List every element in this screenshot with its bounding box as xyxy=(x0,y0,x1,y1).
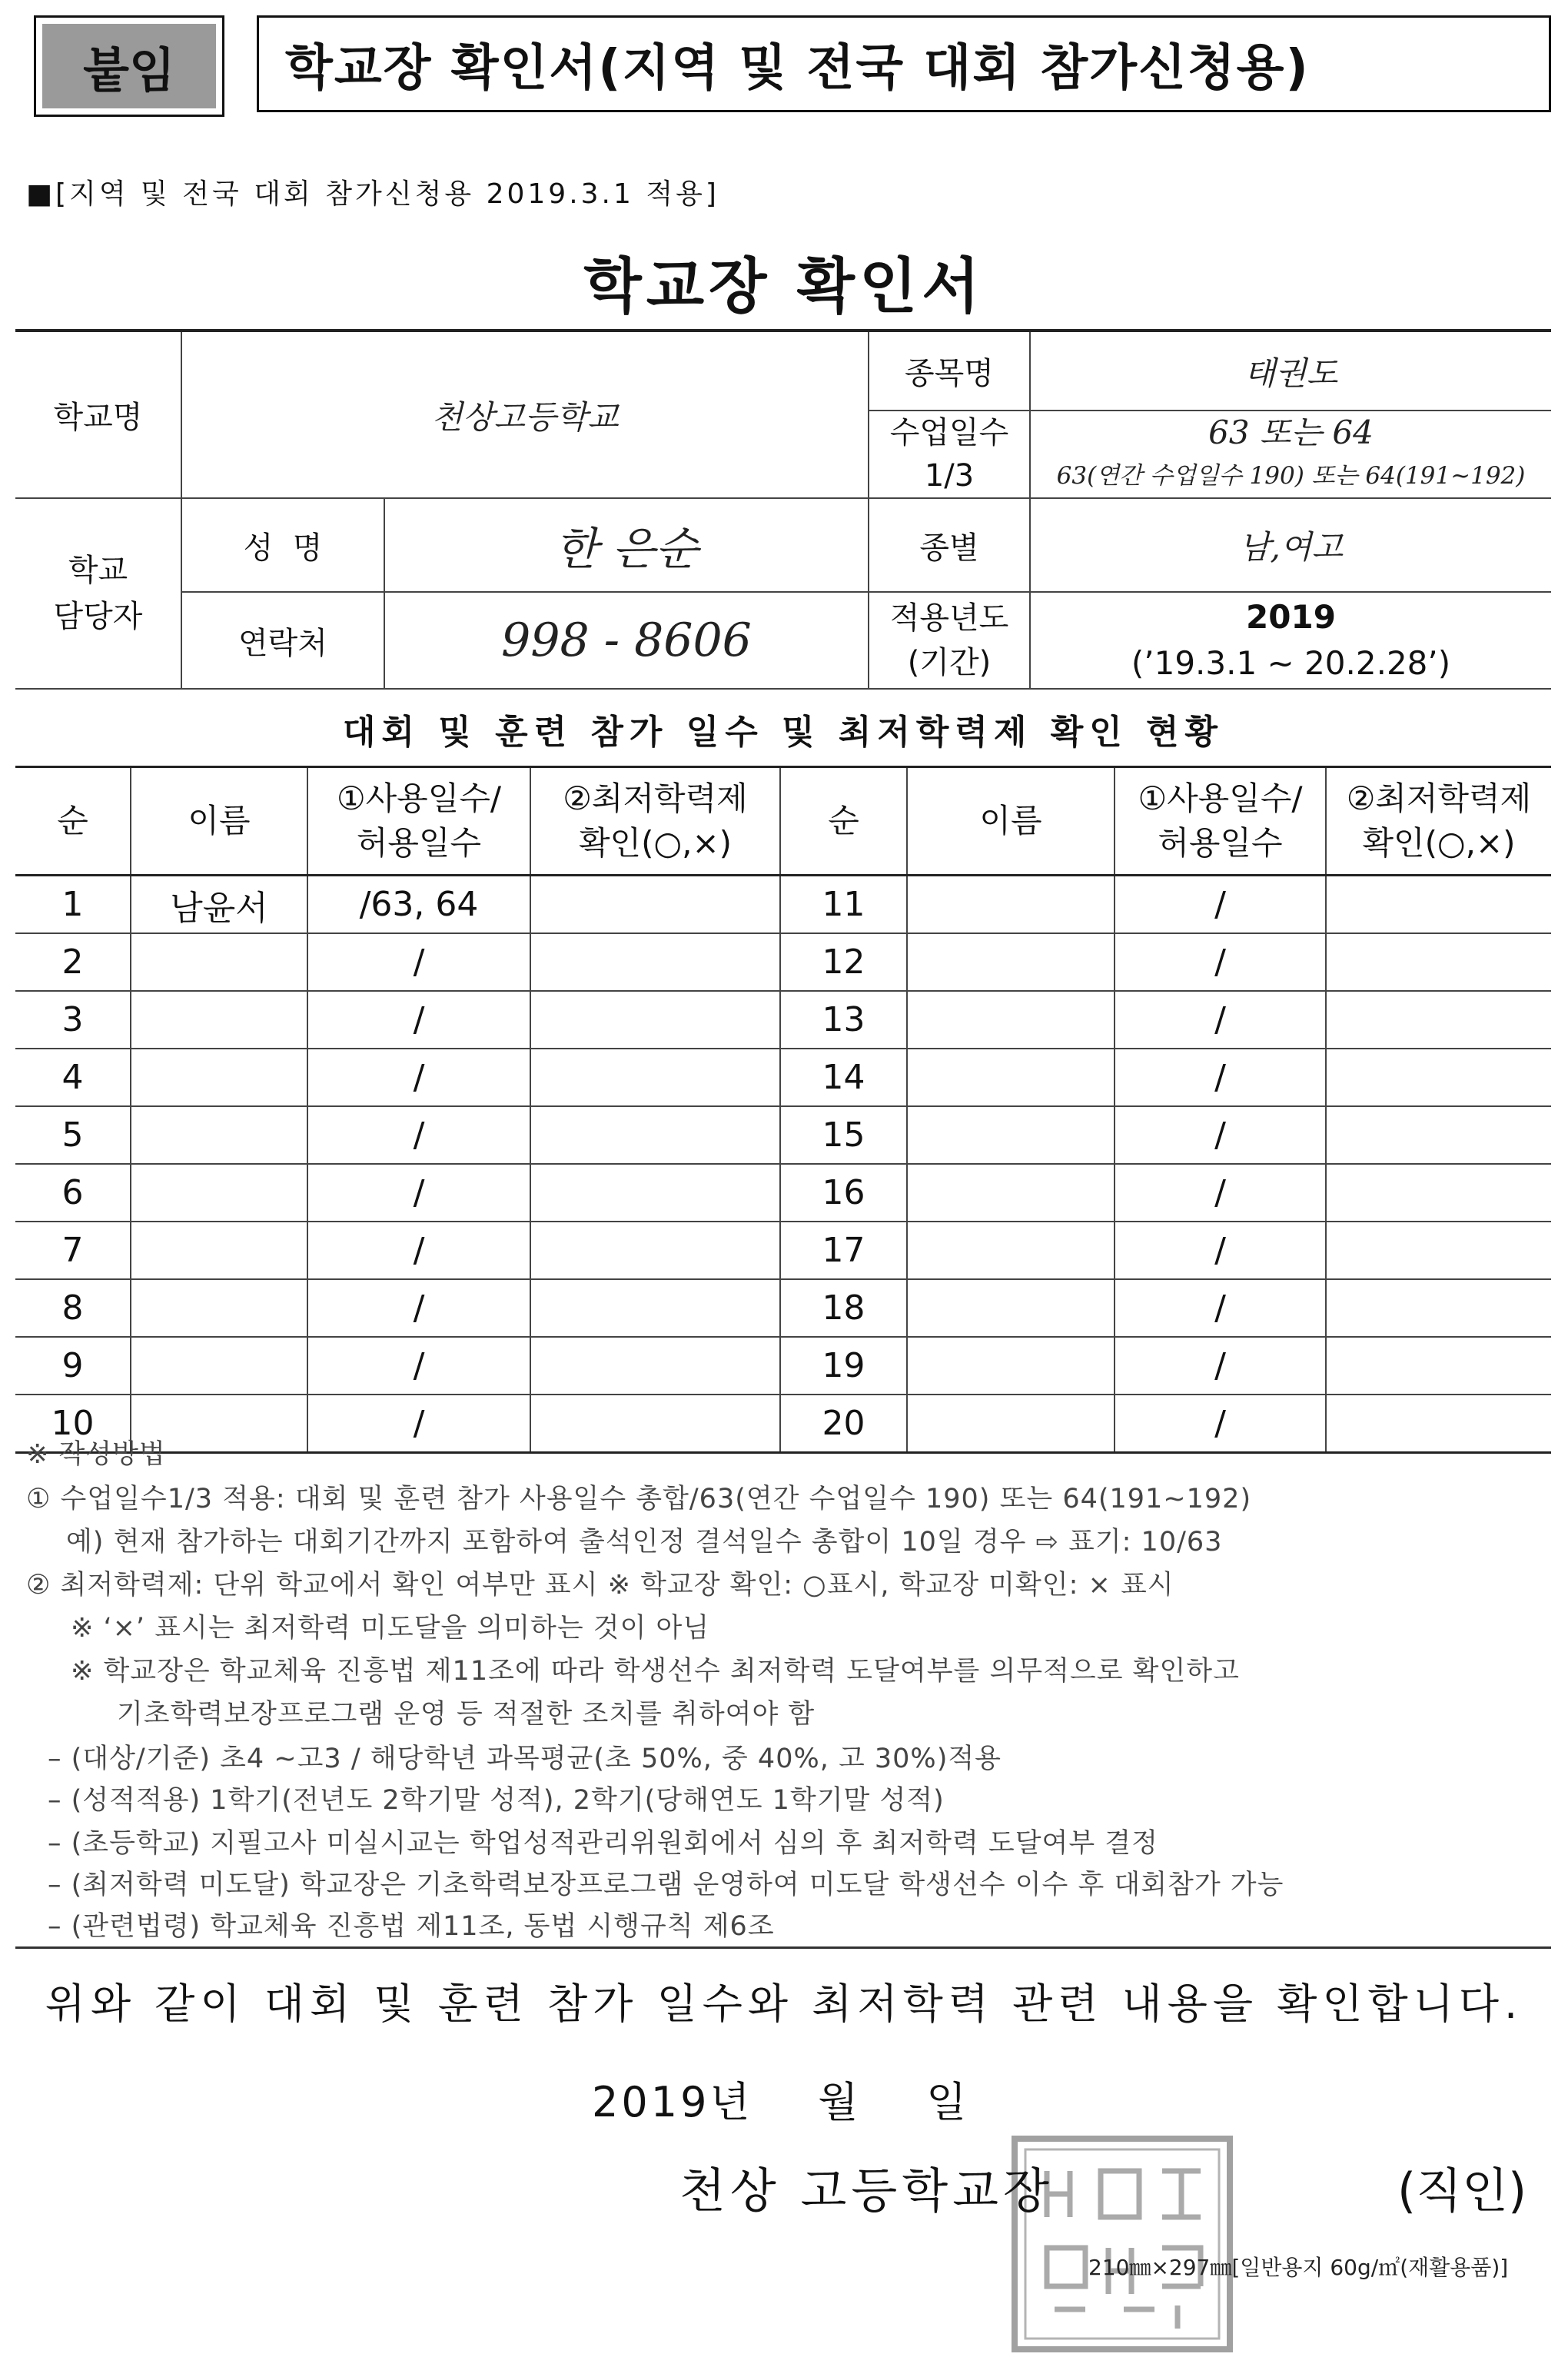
row-check-2 xyxy=(1326,1279,1551,1337)
row-check-2 xyxy=(1326,1049,1551,1106)
row-check xyxy=(530,1106,780,1164)
table-row xyxy=(15,933,1551,991)
class-days-label-line1: 수업일수 xyxy=(889,415,1009,450)
row-no-2: 18 xyxy=(780,1279,907,1337)
row-days-2: / xyxy=(1115,991,1326,1049)
row-name xyxy=(131,1337,307,1395)
row-no-2: 14 xyxy=(780,1049,907,1106)
row-check-2 xyxy=(1326,1164,1551,1222)
row-days-2: / xyxy=(1115,1337,1326,1395)
header-check-2-line2: 확인(○,×) xyxy=(1362,824,1516,862)
row-days-2: / xyxy=(1115,1164,1326,1222)
header-check-2 xyxy=(1326,767,1551,876)
school-info-table xyxy=(15,329,1551,690)
row-days: / xyxy=(307,1279,530,1337)
manager-label-line1: 학교 xyxy=(68,553,128,588)
row-no: 6 xyxy=(15,1164,131,1222)
school-name-label: 학교명 xyxy=(15,331,181,498)
contact-label: 연락처 xyxy=(181,592,384,689)
row-no: 9 xyxy=(15,1337,131,1395)
row-check xyxy=(530,991,780,1049)
row-check xyxy=(530,1222,780,1279)
row-days-2: / xyxy=(1115,1222,1326,1279)
row-days-2: / xyxy=(1115,1106,1326,1164)
table-row xyxy=(15,1164,1551,1222)
table-row xyxy=(15,1222,1551,1279)
row-check-2 xyxy=(1326,1395,1551,1453)
row-check xyxy=(530,933,780,991)
attachment-badge xyxy=(34,15,224,117)
paper-spec: 210㎜×297㎜[일반용지 60g/㎡(재활용품)] xyxy=(1088,2255,1509,2280)
row-days: / xyxy=(307,1337,530,1395)
contact-value: 998 - 8606 xyxy=(384,592,869,689)
row-days: /63, 64 xyxy=(307,876,530,934)
header-title: 학교장 확인서(지역 및 전국 대회 참가신청용) xyxy=(257,15,1551,112)
row-name-2 xyxy=(907,1106,1115,1164)
manager-label xyxy=(15,498,181,689)
row-name xyxy=(131,1049,307,1106)
row-no: 8 xyxy=(15,1279,131,1337)
sport-label: 종목명 xyxy=(869,331,1030,411)
row-check xyxy=(530,1049,780,1106)
class-days-main: 63 또는 64 xyxy=(1208,414,1374,451)
name-label: 성 명 xyxy=(181,498,384,592)
date-line: 2019년 월 일 xyxy=(592,2078,970,2126)
header-no-2: 순 xyxy=(780,767,907,876)
class-days-label xyxy=(869,411,1030,498)
row-days: / xyxy=(307,1106,530,1164)
note-grades: – (성적적용) 1학기(전년도 2학기말 성적), 2학기(당해연도 1학기말 성적) xyxy=(48,1785,945,1816)
row-check xyxy=(530,1164,780,1222)
year-label-line1: 적용년도 xyxy=(889,600,1009,636)
row-days: / xyxy=(307,1049,530,1106)
header-check xyxy=(530,767,780,876)
row-no: 10 xyxy=(15,1395,131,1453)
row-check-2 xyxy=(1326,1222,1551,1279)
row-days: / xyxy=(307,1222,530,1279)
seal-mark: (직인) xyxy=(1397,2163,1527,2219)
header-name: 이름 xyxy=(131,767,307,876)
row-name-2 xyxy=(907,1222,1115,1279)
year-label xyxy=(869,592,1030,689)
table-row xyxy=(15,876,1551,934)
row-no: 4 xyxy=(15,1049,131,1106)
sport-value: 태권도 xyxy=(1030,331,1551,411)
header-days-line2: 허용일수 xyxy=(356,824,482,862)
table-row xyxy=(15,1106,1551,1164)
row-name xyxy=(131,933,307,991)
row-no: 1 xyxy=(15,876,131,934)
row-no-2: 17 xyxy=(780,1222,907,1279)
row-check xyxy=(530,876,780,934)
header-days-2 xyxy=(1115,767,1326,876)
gender-value: 남,여고 xyxy=(1030,498,1551,592)
row-check-2 xyxy=(1326,1337,1551,1395)
table-row xyxy=(15,1337,1551,1395)
header-days-line1: ①사용일수/ xyxy=(336,780,502,817)
note-elementary: – (초등학교) 지필고사 미실시교는 학업성적관리위원회에서 심의 후 최저학력 도달여부 결정 xyxy=(48,1828,1158,1859)
header-check-2-line1: ②최저학력제 xyxy=(1346,780,1532,817)
row-check xyxy=(530,1279,780,1337)
row-no-2: 12 xyxy=(780,933,907,991)
table-row xyxy=(15,1049,1551,1106)
row-name xyxy=(131,991,307,1049)
period-value: (’19.3.1 ~ 20.2.28’) xyxy=(1131,644,1451,682)
row-check xyxy=(530,1395,780,1453)
year-main: 2019 xyxy=(1246,598,1336,636)
row-no: 2 xyxy=(15,933,131,991)
row-name-2 xyxy=(907,1049,1115,1106)
note-heading: ※ 작성방법 xyxy=(26,1439,166,1470)
row-name-2 xyxy=(907,1279,1115,1337)
row-days-2: / xyxy=(1115,876,1326,934)
row-name-2 xyxy=(907,1337,1115,1395)
name-value: 한 은순 xyxy=(384,498,869,592)
row-check-2 xyxy=(1326,933,1551,991)
note-1-example: 예) 현재 참가하는 대회기간까지 포함하여 출석인정 결석일수 총합이 10일 경우 ⇨ 표기: 10/63 xyxy=(66,1527,1223,1557)
row-days-2: / xyxy=(1115,1049,1326,1106)
row-name xyxy=(131,1164,307,1222)
note-2-sub-1: ※ ‘×’ 표시는 최저학력 미도달을 의미하는 것이 아님 xyxy=(71,1613,710,1644)
principal-name: 천상 고등학교장 xyxy=(679,2163,1054,2219)
row-name-2 xyxy=(907,933,1115,991)
row-name-2 xyxy=(907,876,1115,934)
row-days: / xyxy=(307,991,530,1049)
table-row xyxy=(15,1395,1551,1453)
participation-table xyxy=(15,766,1551,1454)
row-no: 5 xyxy=(15,1106,131,1164)
row-name xyxy=(131,1222,307,1279)
row-days-2: / xyxy=(1115,1395,1326,1453)
row-name-2 xyxy=(907,991,1115,1049)
note-2: ② 최저학력제: 단위 학교에서 확인 여부만 표시 ※ 학교장 확인: ○표시, 학교장 미확인: × 표시 xyxy=(26,1570,1174,1601)
row-no-2: 20 xyxy=(780,1395,907,1453)
table-row xyxy=(15,991,1551,1049)
header-no: 순 xyxy=(15,767,131,876)
confirm-statement: 위와 같이 대회 및 훈련 참가 일수와 최저학력 관련 내용을 확인합니다. xyxy=(45,1980,1523,2028)
row-no: 7 xyxy=(15,1222,131,1279)
header-check-line1: ②최저학력제 xyxy=(563,780,748,817)
table-header-row xyxy=(15,767,1551,876)
row-no-2: 13 xyxy=(780,991,907,1049)
row-days: / xyxy=(307,1164,530,1222)
divider xyxy=(15,1946,1551,1949)
row-name xyxy=(131,1106,307,1164)
table-row xyxy=(15,1279,1551,1337)
row-days: / xyxy=(307,933,530,991)
year-label-line2: (기간) xyxy=(907,645,992,680)
header-days-2-line2: 허용일수 xyxy=(1158,824,1283,862)
row-name-2 xyxy=(907,1164,1115,1222)
row-name xyxy=(131,1279,307,1337)
row-check-2 xyxy=(1326,876,1551,934)
document-title: 학교장 확인서 xyxy=(583,252,985,321)
note-below-standard: – (최저학력 미도달) 학교장은 기초학력보장프로그램 운영하여 미도달 학생선수 이수 후 대회참가 가능 xyxy=(48,1870,1284,1900)
row-days: / xyxy=(307,1395,530,1453)
apply-note: ■[지역 및 전국 대회 참가신청용 2019.3.1 적용] xyxy=(26,178,719,210)
attachment-badge-label: 붙임 xyxy=(42,24,216,108)
row-name: 남윤서 xyxy=(131,876,307,934)
row-name-2 xyxy=(907,1395,1115,1453)
header-days-2-line1: ①사용일수/ xyxy=(1138,780,1303,817)
class-days-example: 63(연간 수업일수 190) 또는 64(191~192) xyxy=(1056,462,1526,490)
note-2-sub-2-cont: 기초학력보장프로그램 운영 등 적절한 조치를 취하여야 함 xyxy=(117,1699,816,1730)
row-days-2: / xyxy=(1115,933,1326,991)
header-days xyxy=(307,767,530,876)
row-check xyxy=(530,1337,780,1395)
row-no-2: 11 xyxy=(780,876,907,934)
year-value xyxy=(1030,592,1551,689)
manager-label-line2: 담당자 xyxy=(53,599,143,634)
header-check-line2: 확인(○,×) xyxy=(578,824,733,862)
row-no: 3 xyxy=(15,991,131,1049)
section-title: 대회 및 훈련 참가 일수 및 최저학력제 확인 현황 xyxy=(342,713,1224,752)
row-check-2 xyxy=(1326,1106,1551,1164)
class-days-label-line2: 1/3 xyxy=(924,458,975,494)
note-law: – (관련법령) 학교체육 진흥법 제11조, 동법 시행규칙 제6조 xyxy=(48,1911,775,1942)
school-name-value: 천상고등학교 xyxy=(181,331,869,498)
row-no-2: 19 xyxy=(780,1337,907,1395)
gender-label: 종별 xyxy=(869,498,1030,592)
row-days-2: / xyxy=(1115,1279,1326,1337)
note-2-sub-2: ※ 학교장은 학교체육 진흥법 제11조에 따라 학생선수 최저학력 도달여부를 의무적으로 확인하고 xyxy=(71,1656,1240,1687)
row-check-2 xyxy=(1326,991,1551,1049)
class-days-value xyxy=(1030,411,1551,498)
row-no-2: 15 xyxy=(780,1106,907,1164)
header-name-2: 이름 xyxy=(907,767,1115,876)
row-no-2: 16 xyxy=(780,1164,907,1222)
note-target: – (대상/기준) 초4 ~고3 / 해당학년 과목평균(초 50%, 중 40%, 고 30%)적용 xyxy=(48,1744,1002,1774)
note-1: ① 수업일수1/3 적용: 대회 및 훈련 참가 사용일수 총합/63(연간 수업일수 190) 또는 64(191~192) xyxy=(26,1484,1252,1514)
